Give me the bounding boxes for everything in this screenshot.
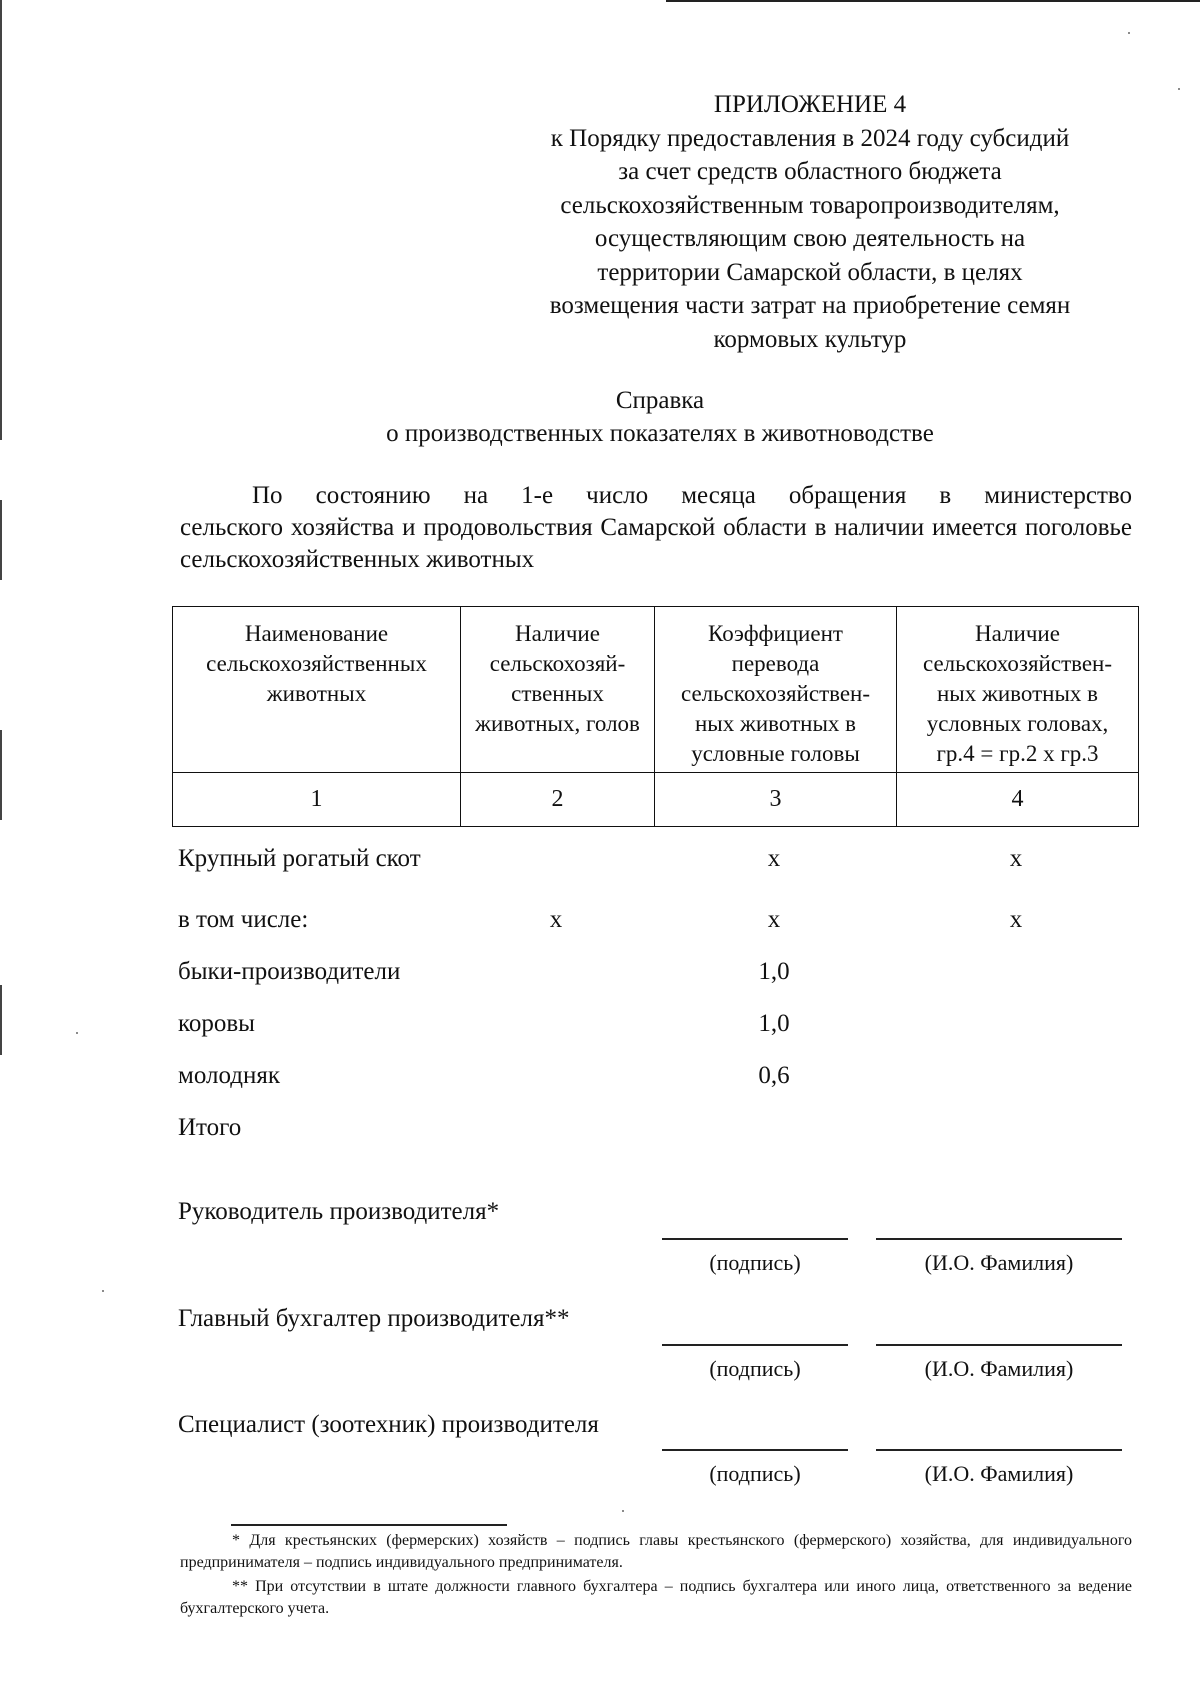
footnote-text: * Для крестьянских (фермерских) хозяйств – подпись главы крестьянского (фермерского) хозяйства, для индивидуального предпринимателя – подпись индивидуального предпринимателя. — [180, 1532, 1132, 1571]
signature-label: Главный бухгалтер производителя** — [178, 1305, 570, 1332]
appendix-line: к Порядку предоставления в 2024 году субсидий — [550, 124, 1070, 152]
name-caption: (И.О. Фамилия) — [924, 1356, 1074, 1381]
document-subtitle: о производственных показателях в животноводстве — [386, 420, 934, 447]
footnote-text: ** При отсутствии в штате должности главного бухгалтера – подпись бухгалтера или иного лица, ответственного за ведение бухгалтерского учета. — [180, 1578, 1132, 1617]
signature-line — [662, 1344, 848, 1346]
row-col3: 1,0 — [758, 1010, 790, 1037]
appendix-line: территории Самарской области, в целях — [597, 258, 1023, 286]
appendix-line: возмещения части затрат на приобретение семян — [549, 292, 1071, 319]
footnote-1 — [180, 1530, 1132, 1574]
row-col2: х — [549, 906, 563, 933]
column-number: 4 — [897, 773, 1139, 827]
appendix-line: за счет средств областного бюджета — [618, 158, 1002, 185]
name-line — [876, 1344, 1122, 1346]
scan-speck — [1178, 88, 1180, 90]
appendix-line: ПРИЛОЖЕНИЕ 4 — [713, 91, 907, 118]
signature-caption: (подпись) — [709, 1461, 801, 1486]
column-number: 1 — [173, 773, 461, 827]
scan-left-edge — [0, 730, 2, 820]
signature-label: Руководитель производителя* — [178, 1198, 500, 1225]
name-caption: (И.О. Фамилия) — [924, 1250, 1074, 1275]
header-col-2: Наличие сельскохозяй-ственных животных, голов — [461, 607, 655, 773]
row-col4: х — [1009, 906, 1023, 933]
scan-speck — [76, 1032, 78, 1034]
appendix-line: осуществляющим свою деятельность на — [594, 225, 1026, 252]
intro-rest: сельского хозяйства и продовольствия Самарской области в наличии имеется поголовье сельскохозяйственных животных — [180, 514, 1132, 573]
row-col3: х — [767, 906, 781, 933]
signature-line — [662, 1238, 848, 1240]
footnote-separator — [231, 1524, 507, 1526]
document-title: Справка — [615, 387, 705, 414]
scan-speck — [622, 1510, 624, 1512]
row-name: в том числе: — [178, 906, 309, 933]
column-number: 3 — [655, 773, 897, 827]
intro-paragraph — [180, 480, 1132, 576]
row-name: коровы — [178, 1010, 255, 1037]
row-name: молодняк — [178, 1062, 280, 1089]
name-line — [876, 1449, 1122, 1451]
row-col4: х — [1009, 845, 1023, 872]
row-col3: х — [767, 845, 781, 872]
signature-caption: (подпись) — [709, 1356, 801, 1381]
row-col3: 0,6 — [758, 1062, 790, 1089]
scan-speck — [102, 1290, 104, 1292]
signature-label: Специалист (зоотехник) производителя — [178, 1411, 599, 1438]
row-name: Итого — [178, 1114, 242, 1141]
name-caption: (И.О. Фамилия) — [924, 1461, 1074, 1486]
scan-top-line — [666, 0, 1200, 2]
scan-left-edge — [0, 0, 2, 440]
livestock-table — [172, 606, 1139, 827]
scan-speck — [1128, 32, 1130, 34]
column-number: 2 — [461, 773, 655, 827]
header-col-3: Коэффициент перевода сельскохозяйствен-ных животных в условные головы — [655, 607, 897, 773]
scan-left-edge — [0, 985, 2, 1055]
header-col-1: Наименование сельскохозяйственных животных — [173, 607, 461, 773]
header-col-4: Наличие сельскохозяйствен-ных животных в условных головах, гр.4 = гр.2 х гр.3 — [897, 607, 1139, 773]
row-col3: 1,0 — [758, 958, 790, 985]
row-name: Крупный рогатый скот — [178, 845, 421, 872]
signature-line — [662, 1449, 848, 1451]
intro-first-line: По состоянию на 1-е число месяца обращения в министерство — [252, 482, 1132, 509]
scan-left-edge — [0, 500, 2, 580]
appendix-line: сельскохозяйственным товаропроизводителям, — [560, 191, 1060, 219]
footnote-2 — [180, 1576, 1132, 1620]
row-name: быки-производители — [178, 958, 401, 985]
signature-caption: (подпись) — [709, 1250, 801, 1275]
appendix-line: кормовых культур — [713, 325, 907, 353]
name-line — [876, 1238, 1122, 1240]
appendix-header — [480, 88, 1140, 356]
